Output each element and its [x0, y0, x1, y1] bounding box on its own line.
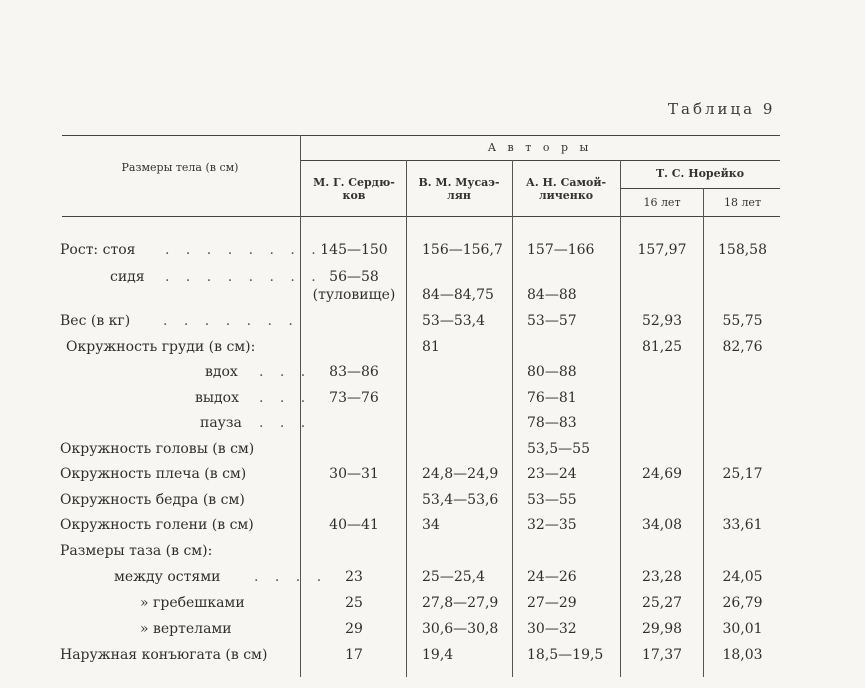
row-label: Рост: стоя — [60, 242, 136, 258]
cell-c2: 53—53,4 — [422, 313, 485, 329]
cell-c3: 24—26 — [527, 569, 577, 585]
cell-c4: 52,93 — [641, 313, 683, 329]
cell-c1: 83—86 — [329, 364, 379, 380]
cell-c3: 84—88 — [527, 287, 577, 303]
header-bottom-rule — [62, 216, 780, 217]
cell-c1: 56—58 — [329, 269, 379, 285]
table-top-rule — [62, 135, 780, 136]
row-label: Размеры таза (в см): — [60, 543, 213, 559]
cell-c3: 53—55 — [527, 492, 577, 508]
cell-c2: 156—156,7 — [422, 242, 503, 258]
cell-c2: 27,8—27,9 — [422, 595, 499, 611]
row-label: Наружная конъюгата (в см) — [60, 647, 268, 663]
cell-c2: 19,4 — [422, 647, 454, 663]
row-label: сидя — [110, 269, 145, 285]
cell-c4: 157,97 — [637, 242, 687, 258]
cell-c2: 84—84,75 — [422, 287, 494, 303]
cell-c3: 30—32 — [527, 621, 577, 637]
cell-c1: 40—41 — [329, 517, 379, 533]
row-label: Окружность бедра (в см) — [60, 492, 245, 508]
row-label: пауза — [200, 415, 242, 431]
cell-c5: 82,76 — [722, 339, 763, 355]
row-label: между остями — [114, 569, 221, 585]
row-label: выдох — [195, 390, 239, 406]
cell-c1: 29 — [345, 621, 363, 637]
cell-c2: 24,8—24,9 — [422, 466, 499, 482]
cell-c4: 29,98 — [641, 621, 683, 637]
cell-c3: 157—166 — [527, 242, 595, 258]
cell-c1: 73—76 — [329, 390, 379, 406]
row-label: » гребешками — [140, 595, 245, 611]
cell-c5: 33,61 — [722, 517, 763, 533]
col-divider-5 — [703, 188, 704, 677]
row-label-header: Размеры тела (в см) — [121, 161, 239, 174]
cell-c3: 18,5—19,5 — [527, 647, 604, 663]
authors-rule — [300, 160, 780, 161]
cell-c4: 34,08 — [641, 517, 683, 533]
leader-dots: . . . . . . . — [163, 313, 299, 329]
cell-c5: 24,05 — [722, 569, 763, 585]
row-label: » вертелами — [140, 621, 232, 637]
row-label: Окружность головы (в см) — [60, 441, 255, 457]
col-divider-2 — [406, 160, 407, 677]
noreiko-age-16: 16 лет — [643, 196, 681, 209]
cell-c1: 25 — [345, 595, 363, 611]
leader-dots: . . . . . . . . — [165, 269, 322, 285]
leader-dots: . . . — [259, 415, 312, 431]
row-label: Окружность плеча (в см) — [60, 466, 247, 482]
leader-dots: . . . . — [254, 569, 328, 585]
cell-c3: 80—88 — [527, 364, 577, 380]
cell-c1: 145—150 — [320, 242, 388, 258]
noreiko-rule — [620, 188, 780, 189]
leader-dots: . . . . . . . . — [165, 242, 322, 258]
cell-c3: 78—83 — [527, 415, 577, 431]
cell-c4: 81,25 — [641, 339, 683, 355]
noreiko-age-18: 18 лет — [723, 196, 762, 209]
cell-c5: 158,58 — [718, 242, 767, 258]
cell-c5: 18,03 — [722, 647, 763, 663]
author-samoylichenko: А. Н. Самой-личенко — [525, 176, 607, 202]
cell-c1: 17 — [345, 647, 363, 663]
col-divider-1 — [300, 135, 301, 677]
cell-c1: 23 — [345, 569, 363, 585]
cell-c3: 23—24 — [527, 466, 577, 482]
col-divider-3 — [512, 160, 513, 677]
author-serdyukov: М. Г. Сердю-ков — [313, 176, 395, 202]
cell-c5: 26,79 — [722, 595, 763, 611]
cell-c1-note: (туловище) — [312, 287, 396, 303]
cell-c5: 55,75 — [722, 313, 763, 329]
row-label: Окружность голени (в см) — [60, 517, 254, 533]
cell-c1: 30—31 — [329, 466, 379, 482]
cell-c3: 76—81 — [527, 390, 577, 406]
cell-c4: 24,69 — [641, 466, 683, 482]
author-noreiko: Т. С. Норейко — [655, 167, 745, 180]
cell-c5: 30,01 — [722, 621, 763, 637]
row-label: Вес (в кг) — [60, 313, 131, 329]
cell-c2: 30,6—30,8 — [422, 621, 499, 637]
authors-header: А в т о р ы — [487, 141, 593, 154]
leader-dots: . . . — [259, 390, 312, 406]
cell-c3: 53,5—55 — [527, 441, 590, 457]
cell-c2: 81 — [422, 339, 440, 355]
table-number: Таблица 9 — [668, 100, 776, 118]
cell-c2: 53,4—53,6 — [422, 492, 499, 508]
cell-c4: 25,27 — [641, 595, 683, 611]
row-label: Окружность груди (в см): — [66, 339, 256, 355]
cell-c3: 32—35 — [527, 517, 577, 533]
col-divider-4 — [620, 160, 621, 677]
cell-c2: 34 — [422, 517, 440, 533]
cell-c3: 53—57 — [527, 313, 577, 329]
cell-c3: 27—29 — [527, 595, 577, 611]
author-musaelyan: В. М. Мусаэ-лян — [418, 176, 500, 202]
row-label: вдох — [205, 364, 238, 380]
leader-dots: . . . — [259, 364, 312, 380]
cell-c4: 23,28 — [641, 569, 683, 585]
cell-c2: 25—25,4 — [422, 569, 485, 585]
cell-c5: 25,17 — [722, 466, 763, 482]
cell-c4: 17,37 — [641, 647, 683, 663]
